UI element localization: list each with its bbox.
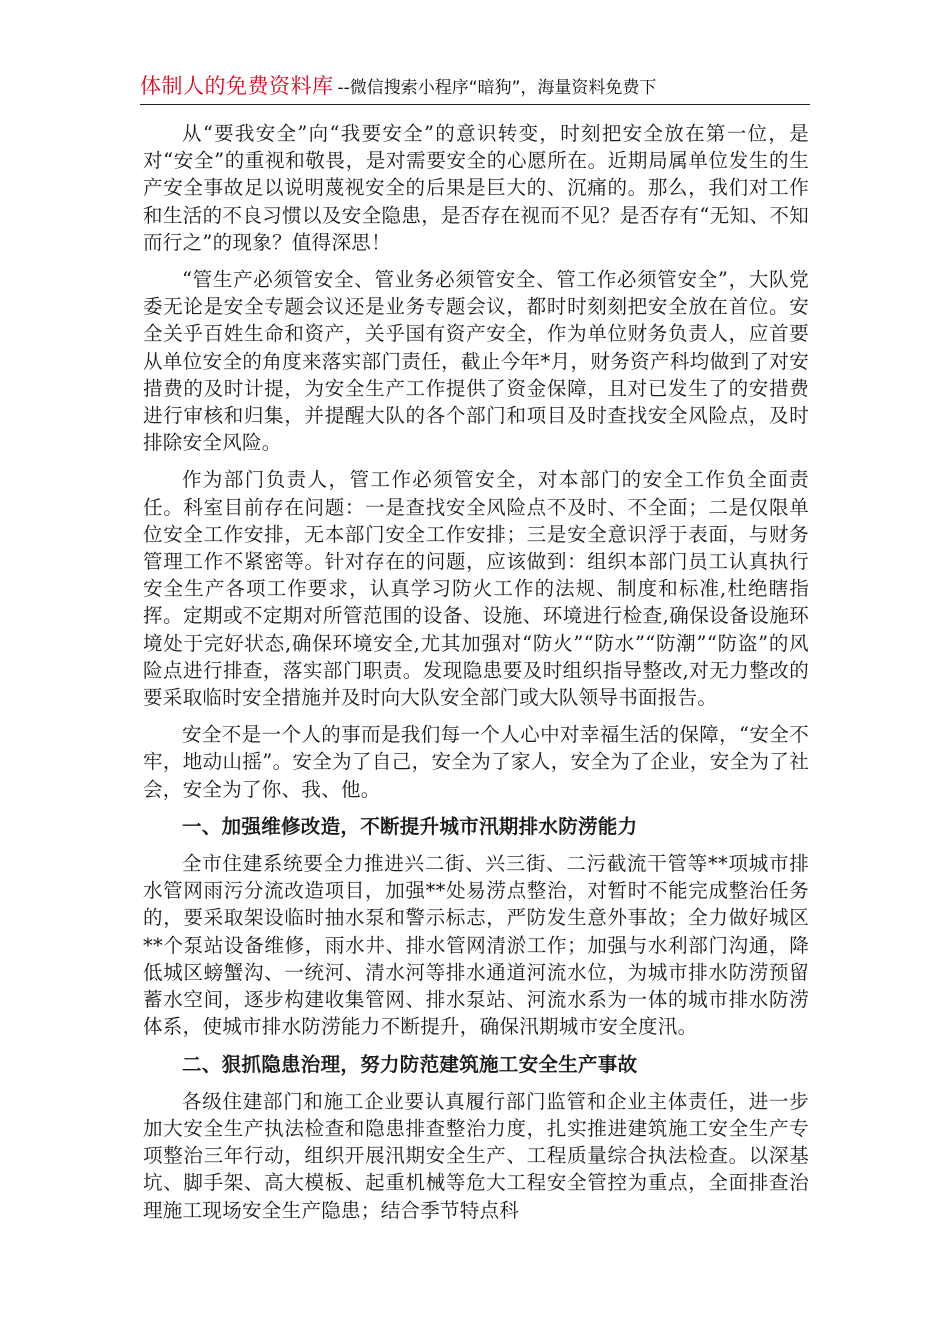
paragraph: 作为部门负责人，管工作必须管安全，对本部门的安全工作负全面责任。科室目前存在问题：一是查找安全风险点不及时、不全面；二是仅限单位安全工作安排，无本部门安全工作安排；三是安全意识浮于表面，与财务管理工作不紧密等。针对存在的问题，应该做到：组织本部门员工认真执行安全生产各项工作要求，认真学习防火工作的法规、制度和标准,杜绝瞎指挥。定期或不定期对所管范围的设备、设施、环境进行检查,确保设备设施环境处于完好状态,确保环境安全,尤其加强对“防火”“防水”“防潮”“防盗”的风险点进行排查，落实部门职责。发现隐患要及时组织指导整改,对无力整改的要采取临时安全措施并及时向大队安全部门或大队领导书面报告。 bbox=[143, 468, 809, 710]
header-slogan: --微信搜索小程序“暗狗”，海量资料免费下 bbox=[337, 78, 657, 98]
paragraph: 从“要我安全”向“我要安全”的意识转变，时刻把安全放在第一位，是对“安全”的重视和敬畏，是对需要安全的心愿所在。近期局属单位发生的生产安全事故足以说明蔑视安全的后果是巨大的、沉痛的。那么，我们对工作和生活的不良习惯以及安全隐患，是否存在视而不见？是否存有“无知、不知而行之”的现象？值得深思！ bbox=[143, 122, 809, 254]
paragraph: 各级住建部门和施工企业要认真履行部门监管和企业主体责任，进一步加大安全生产执法检查和隐患排查整治力度，扎实推进建筑施工安全生产专项整治三年行动，组织开展汛期安全生产、工程质量综合执法检查。以深基坑、脚手架、高大模板、起重机械等危大工程安全管控为重点，全面排查治理施工现场安全生产隐患；结合季节特点科 bbox=[143, 1089, 809, 1222]
header-brand: 体制人的免费资料库 bbox=[140, 74, 334, 98]
section-heading: 二、狠抓隐患治理，努力防范建筑施工安全生产事故 bbox=[182, 1052, 638, 1076]
paragraph: “管生产必须管安全、管业务必须管安全、管工作必须管安全”，大队党委无论是安全专题会议还是业务专题会议，都时时刻刻把安全放在首位。安全关乎百姓生命和资产，关乎国有资产安全，作为单位财务负责人，应首要从单位安全的角度来落实部门责任，截止今年*月，财务资产科均做到了对安措费的及时计提，为安全生产工作提供了资金保障，且对已发生了的安措费进行审核和归集，并提醒大队的各个部门和项目及时查找安全风险点，及时排除安全风险。 bbox=[143, 268, 809, 455]
document-body bbox=[143, 120, 809, 1234]
paragraph: 安全不是一个人的事而是我们每一个人心中对幸福生活的保障，“安全不牢，地动山摇”。安全为了自己，安全为了家人，安全为了企业，安全为了社会，安全为了你、我、他。 bbox=[143, 723, 809, 801]
section-heading: 一、加强维修改造，不断提升城市汛期排水防涝能力 bbox=[182, 814, 638, 838]
page-header bbox=[140, 68, 810, 105]
paragraph: 全市住建系统要全力推进兴二街、兴三街、二污截流干管等**项城市排水管网雨污分流改造项目，加强**处易涝点整治，对暂时不能完成整治任务的，要采取架设临时抽水泵和警示标志，严防发生意外事故；全力做好城区**个泵站设备维修，雨水井、排水管网清淤工作；加强与水利部门沟通，降低城区螃蟹沟、一统河、清水河等排水通道河流水位，为城市排水防涝预留蓄水空间，逐步构建收集管网、排水泵站、河流水系为一体的城市排水防涝体系，使城市排水防涝能力不断提升，确保汛期城市安全度汛。 bbox=[143, 852, 809, 1039]
